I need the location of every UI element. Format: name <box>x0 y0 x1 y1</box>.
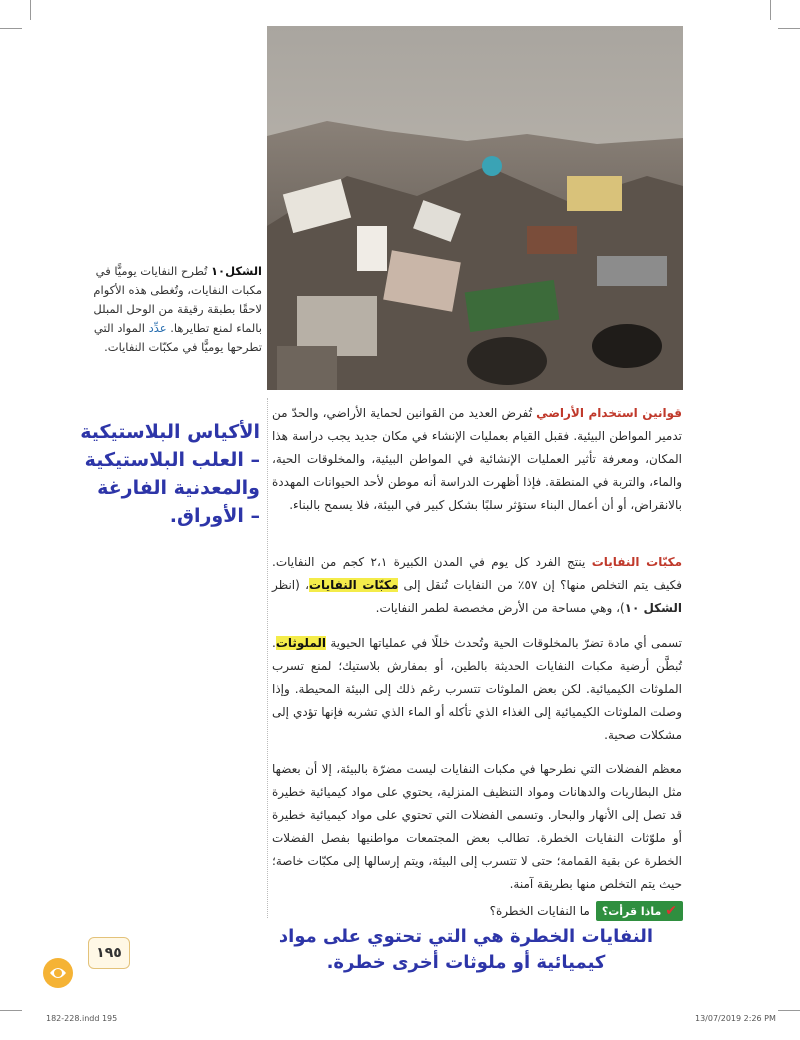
highlighted-term: الملوثات <box>275 636 326 650</box>
answer-line: كيميائية أو ملوثات أخرى خطرة. <box>326 952 606 973</box>
crop-mark <box>778 28 800 29</box>
figure-reference: الشكل ١٠ <box>624 601 682 615</box>
answer-line: والمعدنية الفارغة <box>97 477 260 499</box>
answer-annotation-bottom <box>270 924 662 976</box>
crop-mark <box>0 1010 22 1011</box>
what-did-you-read <box>480 900 683 922</box>
answer-line: الأكياس البلاستيكية <box>80 421 260 443</box>
crop-mark <box>770 0 771 20</box>
highlighted-term: مكبّات النفايات <box>309 578 399 592</box>
paragraph-pollutants <box>272 632 682 747</box>
landfill-photo <box>267 26 683 390</box>
crop-mark <box>0 28 22 29</box>
paragraph-text: . تُبطَّن أرضية مكبات النفايات الحديثة بالطين، أو بمفارش بلاستيك؛ لمنع تسرب الملوثات الكيميائية. لكن بعض الملوثات تتسرب رغم ذلك إلى البيئة المحيطة. وإذا وصلت الملوثات الكيميائية إلى الغذاء الذي تأكله أو الماء الذي تشربه فإنها تؤدي إلى مشكلات صحية. <box>272 636 682 742</box>
answer-annotation-left <box>70 418 260 530</box>
paragraph-text: ينتج الفرد كل يوم في المدن الكبيرة ٢،١ كجم من النفايات. فكيف يتم التخلص منها؟ إن ٥٧٪ من النفايات تُنقل إلى <box>272 555 683 592</box>
answer-line: – العلب البلاستيكية <box>84 449 260 471</box>
caption-text: تُطرح النفايات يوميًّا في مكبات النفايات، وتُغطى هذه الأكوام لاحقًا بطبقة رقيقة من الوحل المبلل بالماء لمنع تطايرها. <box>93 264 262 335</box>
paragraph-text: )، وهي مساحة من الأرض مخصصة لطمر النفايات. <box>375 601 625 615</box>
paragraph-text: تُفرض العديد من القوانين لحماية الأراضي، والحدّ من تدمير المواطن البيئية. فقبل القيام بعمليات الإنشاء في مكان جديد يجب دراسة هذا المكان، ومعرفة تأثير العمليات الإنشائية في المواطن البيئية، والمخلوقات الحية، والماء، والتربة في المنطقة. فإذا أظهرت الدراسة أنه موطن لأحد الحيوانات المهددة بالانقراض، أو أن أعمال البناء ستؤثر سلبًا بشكل كبير في البيئة، فلا يسمح بالبناء. <box>272 406 682 512</box>
term-landfills: مكبّات النفايات <box>591 555 683 569</box>
term-land-use: قوانين استخدام الأراضي <box>536 406 682 420</box>
caption-question-text: المواد التي تطرحها يوميًّا في مكبّات النفايات. <box>93 321 262 354</box>
answer-line: – الأوراق. <box>169 505 260 527</box>
crop-mark <box>30 0 31 20</box>
paragraph-text: معظم الفضلات التي نطرحها في مكبات النفايات ليست مضرّة بالبيئة، إلا أن بعضها مثل البطاريات والدهانات ومواد التنظيف المنزلية، يحتوي على مواد كيميائية خطيرة قد تصل إلى الأنهار والبحار. وتسمى الفضلات التي تحتوي على مواد كيميائية خطيرة أو ملوّثات النفايات الخطرة. تطالب بعض المجتمعات مواطنيها بفصل الفضلات الخطرة عن بقية القمامة؛ حتى لا تتسرب إلى البيئة، ويتم إرسالها إلى مكبّات خاصة؛ حيث يتم التخلص منها بطريقة آمنة. <box>272 762 682 891</box>
paragraph-hazardous-waste <box>272 758 682 896</box>
footer-date: 13/07/2019 2:26 PM <box>695 1014 776 1023</box>
caption-label: الشكل١٠ <box>211 264 262 278</box>
what-read-question: ما النفايات الخطرة؟ <box>489 904 590 918</box>
paragraph-land-use <box>272 402 682 517</box>
what-read-badge <box>596 901 683 921</box>
crop-mark <box>778 1010 800 1011</box>
footer-file: 182-228.indd 195 <box>46 1014 118 1023</box>
figure-caption <box>80 262 262 357</box>
page-number: ١٩٥ <box>88 937 130 969</box>
paragraph-landfills <box>272 551 682 620</box>
publisher-logo-icon <box>40 955 76 991</box>
caption-question-term: عدِّد <box>148 321 167 335</box>
paragraph-text: تسمى أي مادة تضرّ بالمخلوقات الحية وتُحدث خللًا في عملياتها الحيوية <box>325 636 682 650</box>
paragraph-text: ، (انظر <box>272 578 309 592</box>
what-read-label: ماذا قرأت؟ <box>601 904 662 918</box>
check-icon: ✔ <box>665 903 677 919</box>
column-divider <box>267 398 268 918</box>
answer-line: النفايات الخطرة هي التي تحتوي على مواد <box>278 926 654 947</box>
